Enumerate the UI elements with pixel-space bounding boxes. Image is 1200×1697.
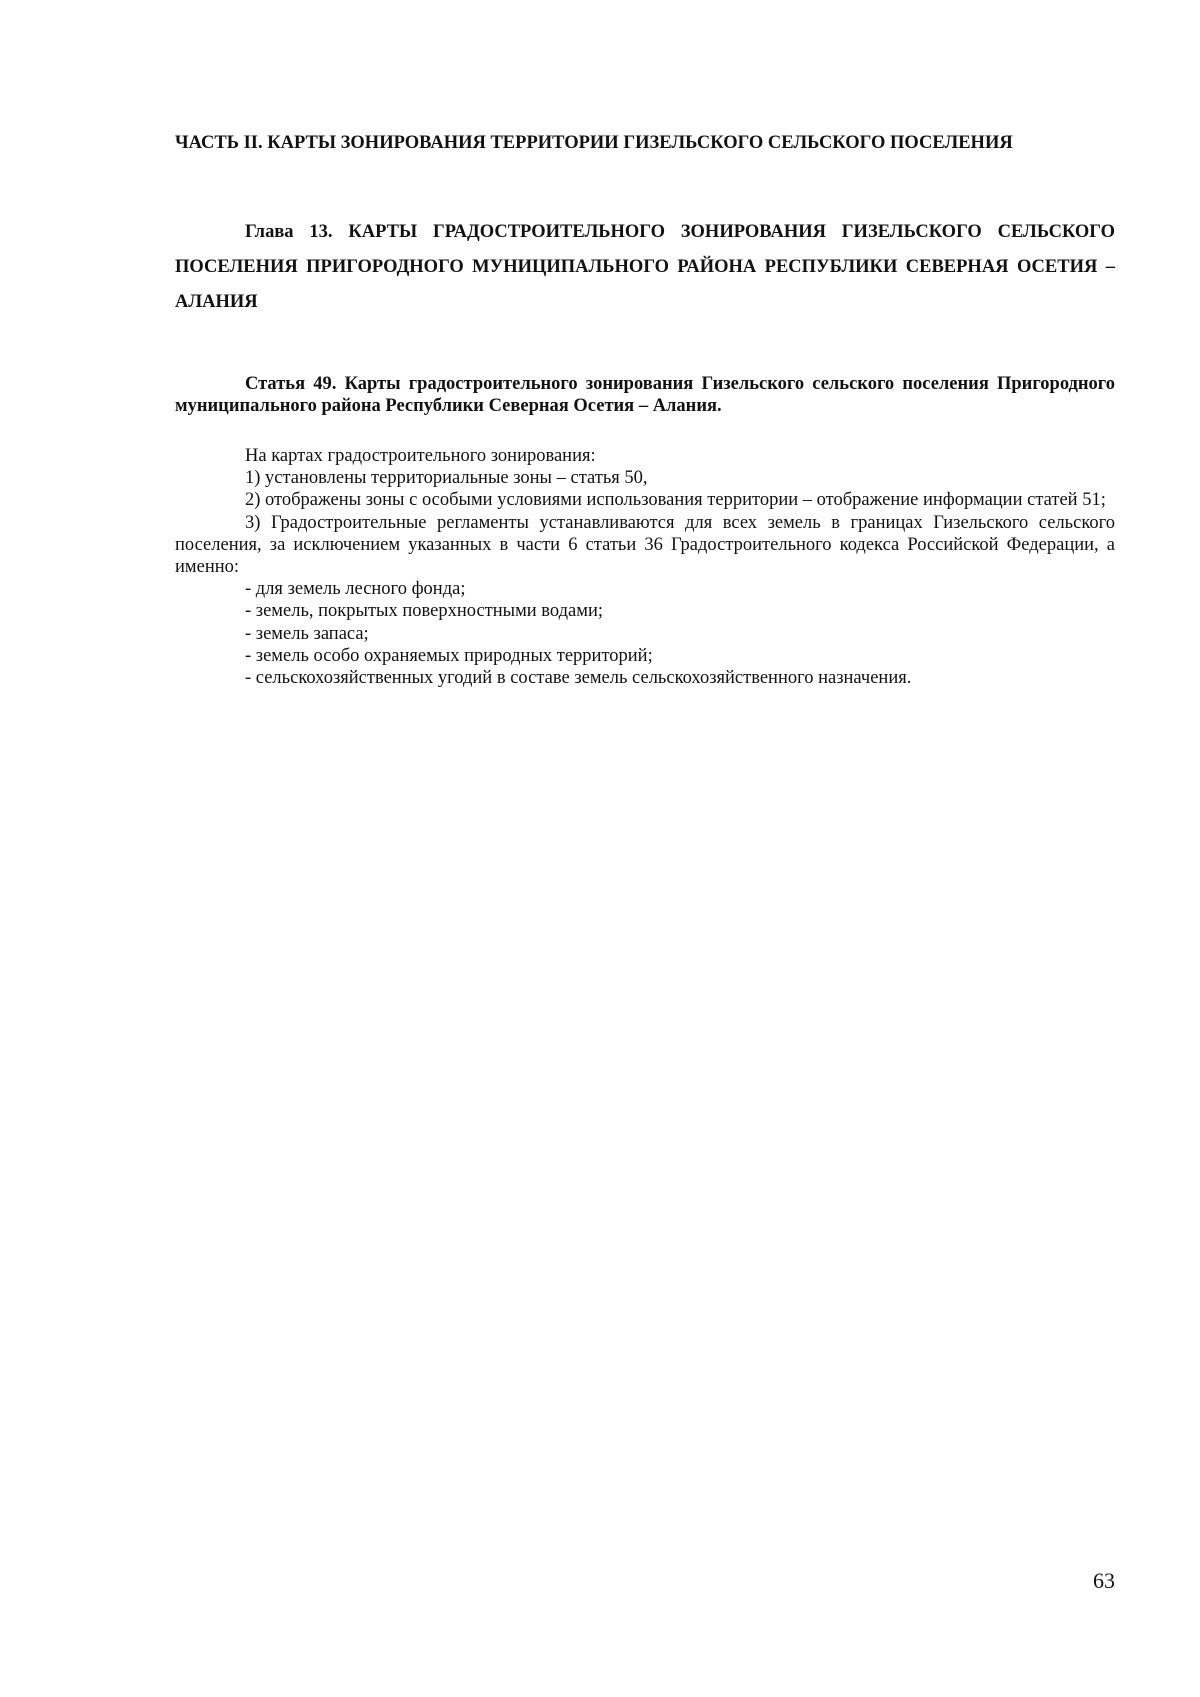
chapter-title: Глава 13. КАРТЫ ГРАДОСТРОИТЕЛЬНОГО ЗОНИРОВАНИЯ ГИЗЕЛЬСКОГО СЕЛЬСКОГО ПОСЕЛЕНИЯ ПРИГОРОДНОГО МУНИЦИПАЛЬНОГО РАЙОНА РЕСПУБЛИКИ СЕВЕРНАЯ ОСЕТИЯ – АЛАНИЯ [175, 222, 1115, 312]
paragraph: 1) установлены территориальные зоны – статья 50, [245, 468, 648, 489]
paragraph: 2) отображены зоны с особыми условиями использования территории – отображение информации статей 51; [245, 490, 1106, 511]
paragraph: На картах градостроительного зонирования: [245, 446, 596, 466]
exclusion-list [175, 578, 1115, 689]
list-item: - земель запаса; [245, 623, 369, 644]
list-item: - сельскохозяйственных угодий в составе земель сельскохозяйственного назначения. [245, 668, 912, 689]
list-item: - для земель лесного фонда; [245, 579, 466, 600]
article-title: Статья 49. Карты градостроительного зонирования Гизельского сельского поселения Пригородного муниципального района Республики Северная Осетия – Алания. [175, 374, 1115, 416]
part-title: ЧАСТЬ II. КАРТЫ ЗОНИРОВАНИЯ ТЕРРИТОРИИ ГИЗЕЛЬСКОГО СЕЛЬСКОГО ПОСЕЛЕНИЯ [175, 133, 1013, 153]
page-number: 63 [1093, 1568, 1115, 1593]
list-item: - земель особо охраняемых природных территорий; [245, 645, 653, 666]
article-body [175, 445, 1115, 689]
paragraph: 3) Градостроительные регламенты устанавливаются для всех земель в границах Гизельского сельского поселения, за исключением указанных в части 6 статьи 36 Градостроительного кодекса Российской Федерации, а именно: [175, 512, 1115, 578]
list-item: - земель, покрытых поверхностными водами; [245, 601, 604, 622]
